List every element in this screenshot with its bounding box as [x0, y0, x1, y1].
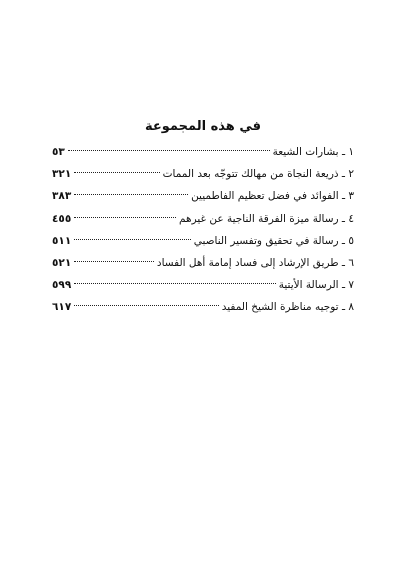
dot-leader — [68, 150, 270, 151]
dot-leader — [74, 239, 190, 240]
toc-entry-2 — [52, 165, 354, 184]
toc-entry-label: ٥ ـ رسالة في تحقيق وتفسير الناصبي — [193, 234, 354, 247]
toc-entry-8 — [52, 298, 354, 317]
toc-entry-page-number: ٦١٧ — [52, 301, 72, 314]
toc-entry-page-number: ٣٨٣ — [52, 190, 72, 203]
toc-entry-label: ٨ ـ توجيه مناظرة الشيخ المفيد — [221, 301, 354, 314]
toc-title: في هذه المجموعة — [145, 119, 261, 134]
toc-entry-page-number: ٣٢١ — [52, 168, 72, 181]
toc-entry-3 — [52, 187, 354, 206]
toc-entry-5 — [52, 232, 354, 251]
toc-entry-label: ٦ ـ طريق الإرشاد إلى فساد إمامة أهل الفساد — [156, 256, 354, 269]
toc-entry-page-number: ٥١١ — [52, 234, 72, 247]
toc-entry-page-number: ٥٢١ — [52, 256, 72, 269]
dot-leader — [74, 194, 188, 195]
dot-leader — [74, 283, 276, 284]
toc-entry-label: ٤ ـ رسالة ميزة الفرقة الناجية عن غيرهم — [179, 212, 354, 225]
toc-entry-1 — [52, 143, 354, 162]
table-of-contents — [52, 118, 354, 321]
dot-leader — [74, 172, 159, 173]
dot-leader — [74, 305, 218, 306]
toc-entry-7 — [52, 276, 354, 295]
toc-entry-4 — [52, 210, 354, 229]
toc-entry-label: ١ ـ بشارات الشيعة — [272, 146, 354, 158]
toc-entry-label: ٢ ـ ذريعة النجاة من مهالك تتوجّه بعد الممات — [162, 168, 354, 181]
toc-entry-label: ٣ ـ الفوائد في فضل تعظيم الفاطميين — [191, 190, 354, 203]
dot-leader — [74, 261, 154, 262]
toc-entry-6 — [52, 254, 354, 273]
dot-leader — [74, 217, 176, 218]
toc-list — [52, 143, 354, 317]
toc-entry-page-number: ٥٩٩ — [52, 279, 72, 292]
toc-entry-label: ٧ ـ الرسالة الأيتية — [278, 279, 354, 292]
toc-entry-page-number: ٤٥٥ — [52, 212, 72, 225]
toc-entry-page-number: ٥٣ — [52, 146, 65, 158]
